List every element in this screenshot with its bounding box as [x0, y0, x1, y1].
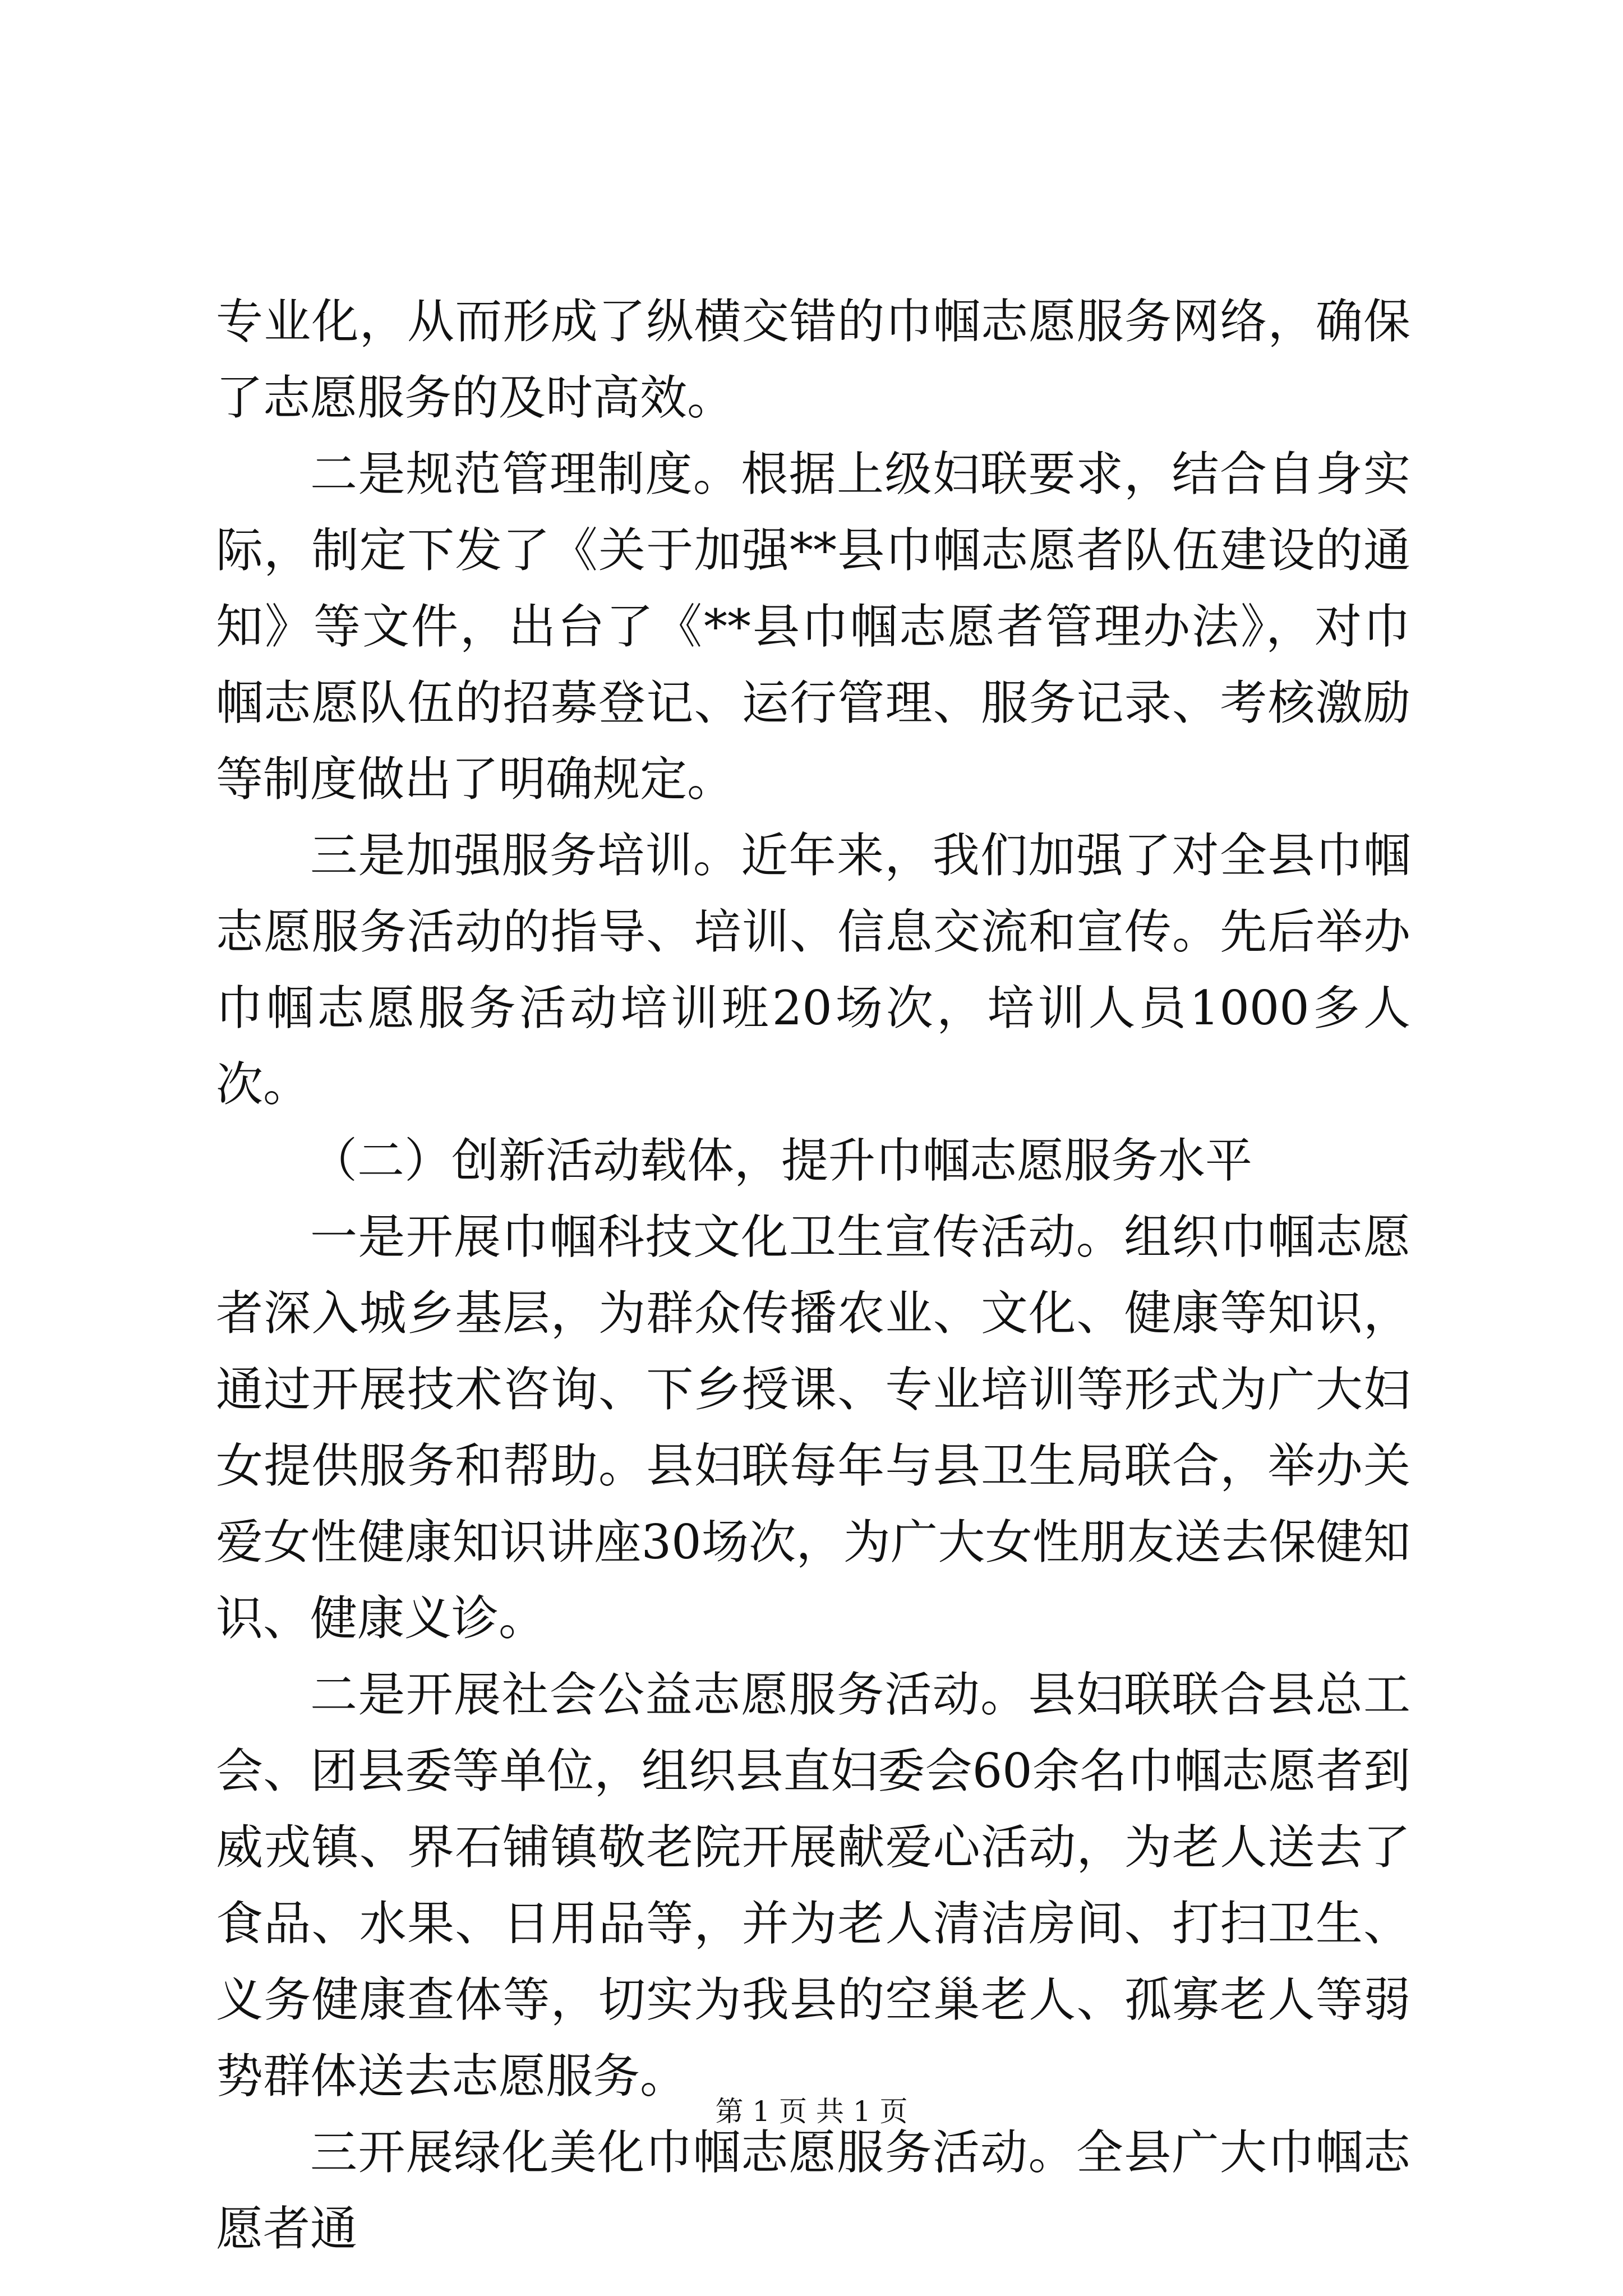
- paragraph-greening: 三开展绿化美化巾帼志愿服务活动。全县广大巾帼志愿者通: [216, 2125, 1410, 2256]
- page-footer: 第 1 页 共 1 页: [715, 2095, 908, 2128]
- paragraph-public-welfare: 二是开展社会公益志愿服务活动。县妇联联合县总工会、团县委等单位，组织县直妇委会60余名巾帼志愿者到威戎镇、界石铺镇敬老院开展献爱心活动，为老人送去了食品、水果、日用品等，并为老人清洁房间、打扫卫生、义务健康查体等，切实为我县的空巢老人、孤寡老人等弱势群体送去志愿服务。: [216, 1667, 1410, 2104]
- paragraph-publicity-activities: 一是开展巾帼科技文化卫生宣传活动。组织巾帼志愿者深入城乡基层，为群众传播农业、文化、健康等知识，通过开展技术咨询、下乡授课、专业培训等形式为广大妇女提供服务和帮助。县妇联每年与县卫生局联合，举办关爱女性健康知识讲座30场次，为广大女性朋友送去保健知识、健康义诊。: [216, 1209, 1410, 1646]
- paragraph-management-system: 二是规范管理制度。根据上级妇联要求，结合自身实际，制定下发了《关于加强**县巾帼志愿者队伍建设的通知》等文件，出台了《**县巾帼志愿者管理办法》，对巾帼志愿队伍的招募登记、运行管理、服务记录、考核激励等制度做出了明确规定。: [216, 447, 1410, 807]
- paragraph-continuation: 专业化，从而形成了纵横交错的巾帼志愿服务网络，确保了志愿服务的及时高效。: [216, 294, 1410, 425]
- document-body: [216, 283, 1410, 2267]
- paragraph-service-training: 三是加强服务培训。近年来，我们加强了对全县巾帼志愿服务活动的指导、培训、信息交流和宣传。先后举办巾帼志愿服务活动培训班20场次，培训人员1000多人次。: [216, 828, 1410, 1112]
- section-heading: （二）创新活动载体，提升巾帼志愿服务水平: [310, 1133, 1253, 1188]
